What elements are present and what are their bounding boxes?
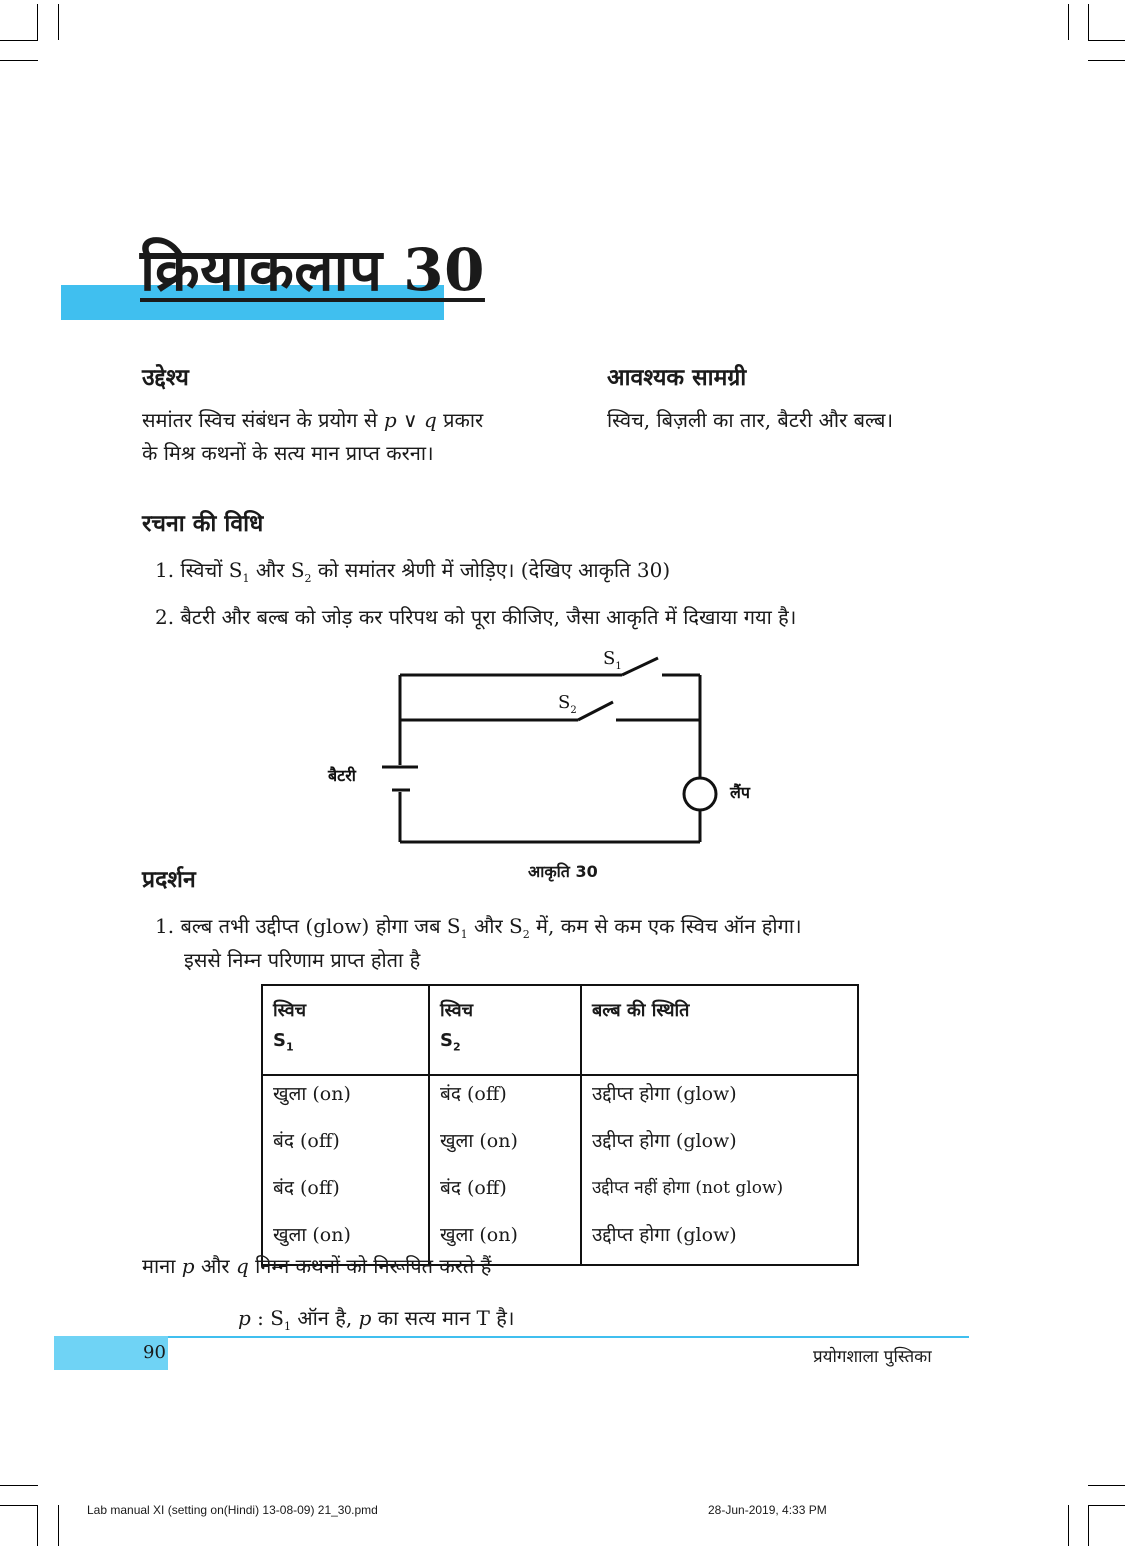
figure-caption: आकृति 30 <box>528 862 598 881</box>
lamp-symbol <box>684 778 716 810</box>
objective-text-3: के मिश्र कथनों के सत्य मान प्राप्त करना। <box>142 441 434 465</box>
crop-mark <box>0 1485 38 1486</box>
switch-s2-label: $S_2$ <box>558 692 577 716</box>
column-header: बल्ब की स्थिति <box>581 985 858 1075</box>
materials-text: स्विच, बिज़ली का तार, बैटरी और बल्ब। <box>607 408 894 432</box>
switch-s2-blade <box>578 702 613 720</box>
subscript: 1 <box>283 1320 291 1333</box>
objective-text-2: प्रकार <box>443 408 484 432</box>
objective-expression: p ∨ q <box>383 408 437 432</box>
objective-heading: उद्देश्य <box>142 365 189 391</box>
switch-s1-blade <box>622 658 658 675</box>
objective-text <box>142 404 582 470</box>
switch-truth-table <box>261 984 859 1266</box>
page-title: क्रियाकलाप 30 <box>140 236 485 304</box>
table-row <box>262 1123 858 1170</box>
subscript: 1 <box>460 928 468 941</box>
table-cell: बंद (off) <box>429 1075 581 1123</box>
page-number: 90 <box>143 1342 166 1363</box>
materials-heading: आवश्यक सामग्री <box>607 365 747 391</box>
crop-mark <box>58 1505 59 1546</box>
crop-mark <box>1068 1505 1069 1546</box>
crop-mark <box>37 1505 38 1546</box>
crop-mark <box>1088 1505 1125 1506</box>
switch-s1-label: $S_1$ <box>603 648 622 672</box>
column-header: स्विच $S_1$ <box>262 985 429 1075</box>
print-file-info: Lab manual XI (setting on(Hindi) 13-08-09) 21_30.pmd <box>87 1503 378 1517</box>
method-step-2 <box>155 603 796 630</box>
battery-label: बैटरी <box>328 766 356 785</box>
step-text: बैटरी और बल्ब को जोड़ कर परिपथ को पूरा कीजिए, जैसा आकृति में दिखाया गया है। <box>180 605 797 629</box>
subscript: 1 <box>242 572 250 585</box>
crop-mark <box>1088 4 1089 40</box>
book-title: प्रयोगशाला पुस्तिका <box>813 1347 932 1367</box>
table-cell: खुला (on) <box>429 1123 581 1170</box>
table-row <box>262 1075 858 1123</box>
table-cell: उद्दीप्त नहीं होगा (not glow) <box>581 1170 858 1217</box>
method-heading: रचना की विधि <box>142 511 264 537</box>
demo-text-b: और S <box>467 914 523 938</box>
demonstration-heading: प्रदर्शन <box>142 867 196 893</box>
crop-mark <box>1068 4 1069 40</box>
variable-p: p <box>181 1254 195 1278</box>
demo-text-a: 1. बल्ब तभी उद्दीप्त (glow) होगा जब S <box>155 914 461 938</box>
column-header: स्विच $S_2$ <box>429 985 581 1075</box>
variable-q: q <box>235 1254 249 1278</box>
subscript: 2 <box>304 572 312 585</box>
crop-mark <box>0 1505 38 1506</box>
table-cell: उद्दीप्त होगा (glow) <box>581 1123 858 1170</box>
table-cell: खुला (on) <box>262 1217 429 1265</box>
footer-rule <box>168 1336 969 1338</box>
let-statement: माना p और q निम्न कथनों को निरूपित करते हैं <box>142 1254 492 1278</box>
step-text-c: को समांतर श्रेणी में जोड़िए। (देखिए आकृति 30) <box>311 558 671 582</box>
circuit-diagram <box>300 640 780 890</box>
crop-mark <box>1088 1505 1089 1546</box>
table-row <box>262 1170 858 1217</box>
step-number: 1. <box>155 558 175 582</box>
subscript: 2 <box>522 928 530 941</box>
crop-mark <box>1088 60 1125 61</box>
demonstration-line-1 <box>155 912 802 941</box>
table-cell: खुला (on) <box>429 1217 581 1265</box>
table-cell: बंद (off) <box>429 1170 581 1217</box>
table-cell: उद्दीप्त होगा (glow) <box>581 1075 858 1123</box>
crop-mark <box>58 4 59 40</box>
crop-mark <box>1088 40 1125 41</box>
crop-mark <box>37 4 38 40</box>
table-cell: उद्दीप्त होगा (glow) <box>581 1217 858 1265</box>
demonstration-line-2: इससे निम्न परिणाम प्राप्त होता है <box>184 948 421 972</box>
crop-mark <box>0 40 38 41</box>
table-header-row <box>262 985 858 1075</box>
objective-text-1: समांतर स्विच संबंधन के प्रयोग से <box>142 408 378 432</box>
table-cell: बंद (off) <box>262 1123 429 1170</box>
step-text-b: और S <box>249 558 305 582</box>
crop-mark <box>0 60 38 61</box>
lamp-label: लैंप <box>730 783 750 802</box>
table-cell: बंद (off) <box>262 1170 429 1217</box>
statement-p: p : $S_1$ ऑन है, p का सत्य मान T है। <box>238 1306 515 1333</box>
crop-mark <box>1088 1485 1125 1486</box>
table-cell: खुला (on) <box>262 1075 429 1123</box>
demo-text-c: में, कम से कम एक स्विच ऑन होगा। <box>529 914 802 938</box>
step-text-a: स्विचों S <box>180 558 243 582</box>
print-date: 28-Jun-2019, 4:33 PM <box>708 1503 827 1517</box>
method-step-1 <box>155 556 670 585</box>
step-number: 2. <box>155 605 175 629</box>
